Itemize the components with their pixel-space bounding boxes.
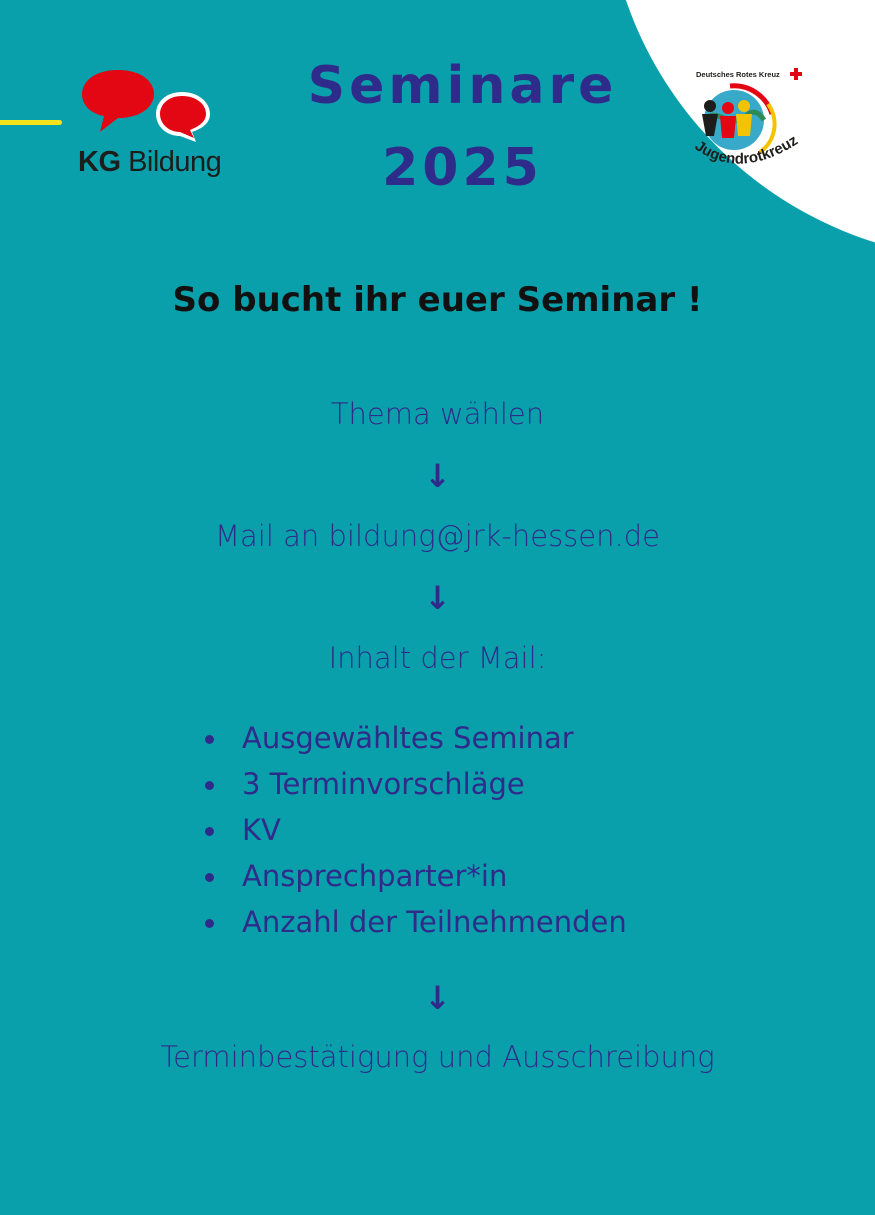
yellow-accent-line [0,120,62,125]
jrk-emblem-icon [688,64,813,189]
step-choose-topic: Thema wählen [330,397,545,431]
jrk-arc-text: Jugendrotkreuz [691,131,801,168]
bullet-icon [205,827,214,836]
step-confirmation: Terminbestätigung und Ausschreibung [160,1040,715,1074]
list-item: KV [242,812,627,858]
drk-label: Deutsches Rotes Kreuz [696,70,780,79]
booking-heading: So bucht ihr euer Seminar ! [172,280,703,320]
list-item: Ausgewähltes Seminar [242,720,627,766]
arrow-down-icon: ↓ [424,579,451,617]
kg-bildung-wordmark: KG Bildung [78,146,222,178]
arrow-down-icon: ↓ [424,457,451,495]
step-mail-contents: Inhalt der Mail: [328,641,547,675]
kg-bildung-logo [78,68,228,183]
speech-bubbles-icon [80,68,220,148]
arrow-down-icon: ↓ [424,979,451,1017]
jugendrotkreuz-logo [688,64,813,189]
bullet-icon [205,735,214,744]
page-title-year: 2025 [382,138,543,198]
page-title: Seminare [307,56,618,116]
list-item: Ansprechparter*in [242,858,627,904]
list-item: 3 Terminvorschläge [242,766,627,812]
bullet-icon [205,919,214,928]
step-send-mail: Mail an bildung@jrk-hessen.de [215,519,660,553]
bullet-icon [205,781,214,790]
list-item: Anzahl der Teilnehmenden [242,904,627,950]
bullet-icon [205,873,214,882]
mail-contents-list [242,720,627,950]
